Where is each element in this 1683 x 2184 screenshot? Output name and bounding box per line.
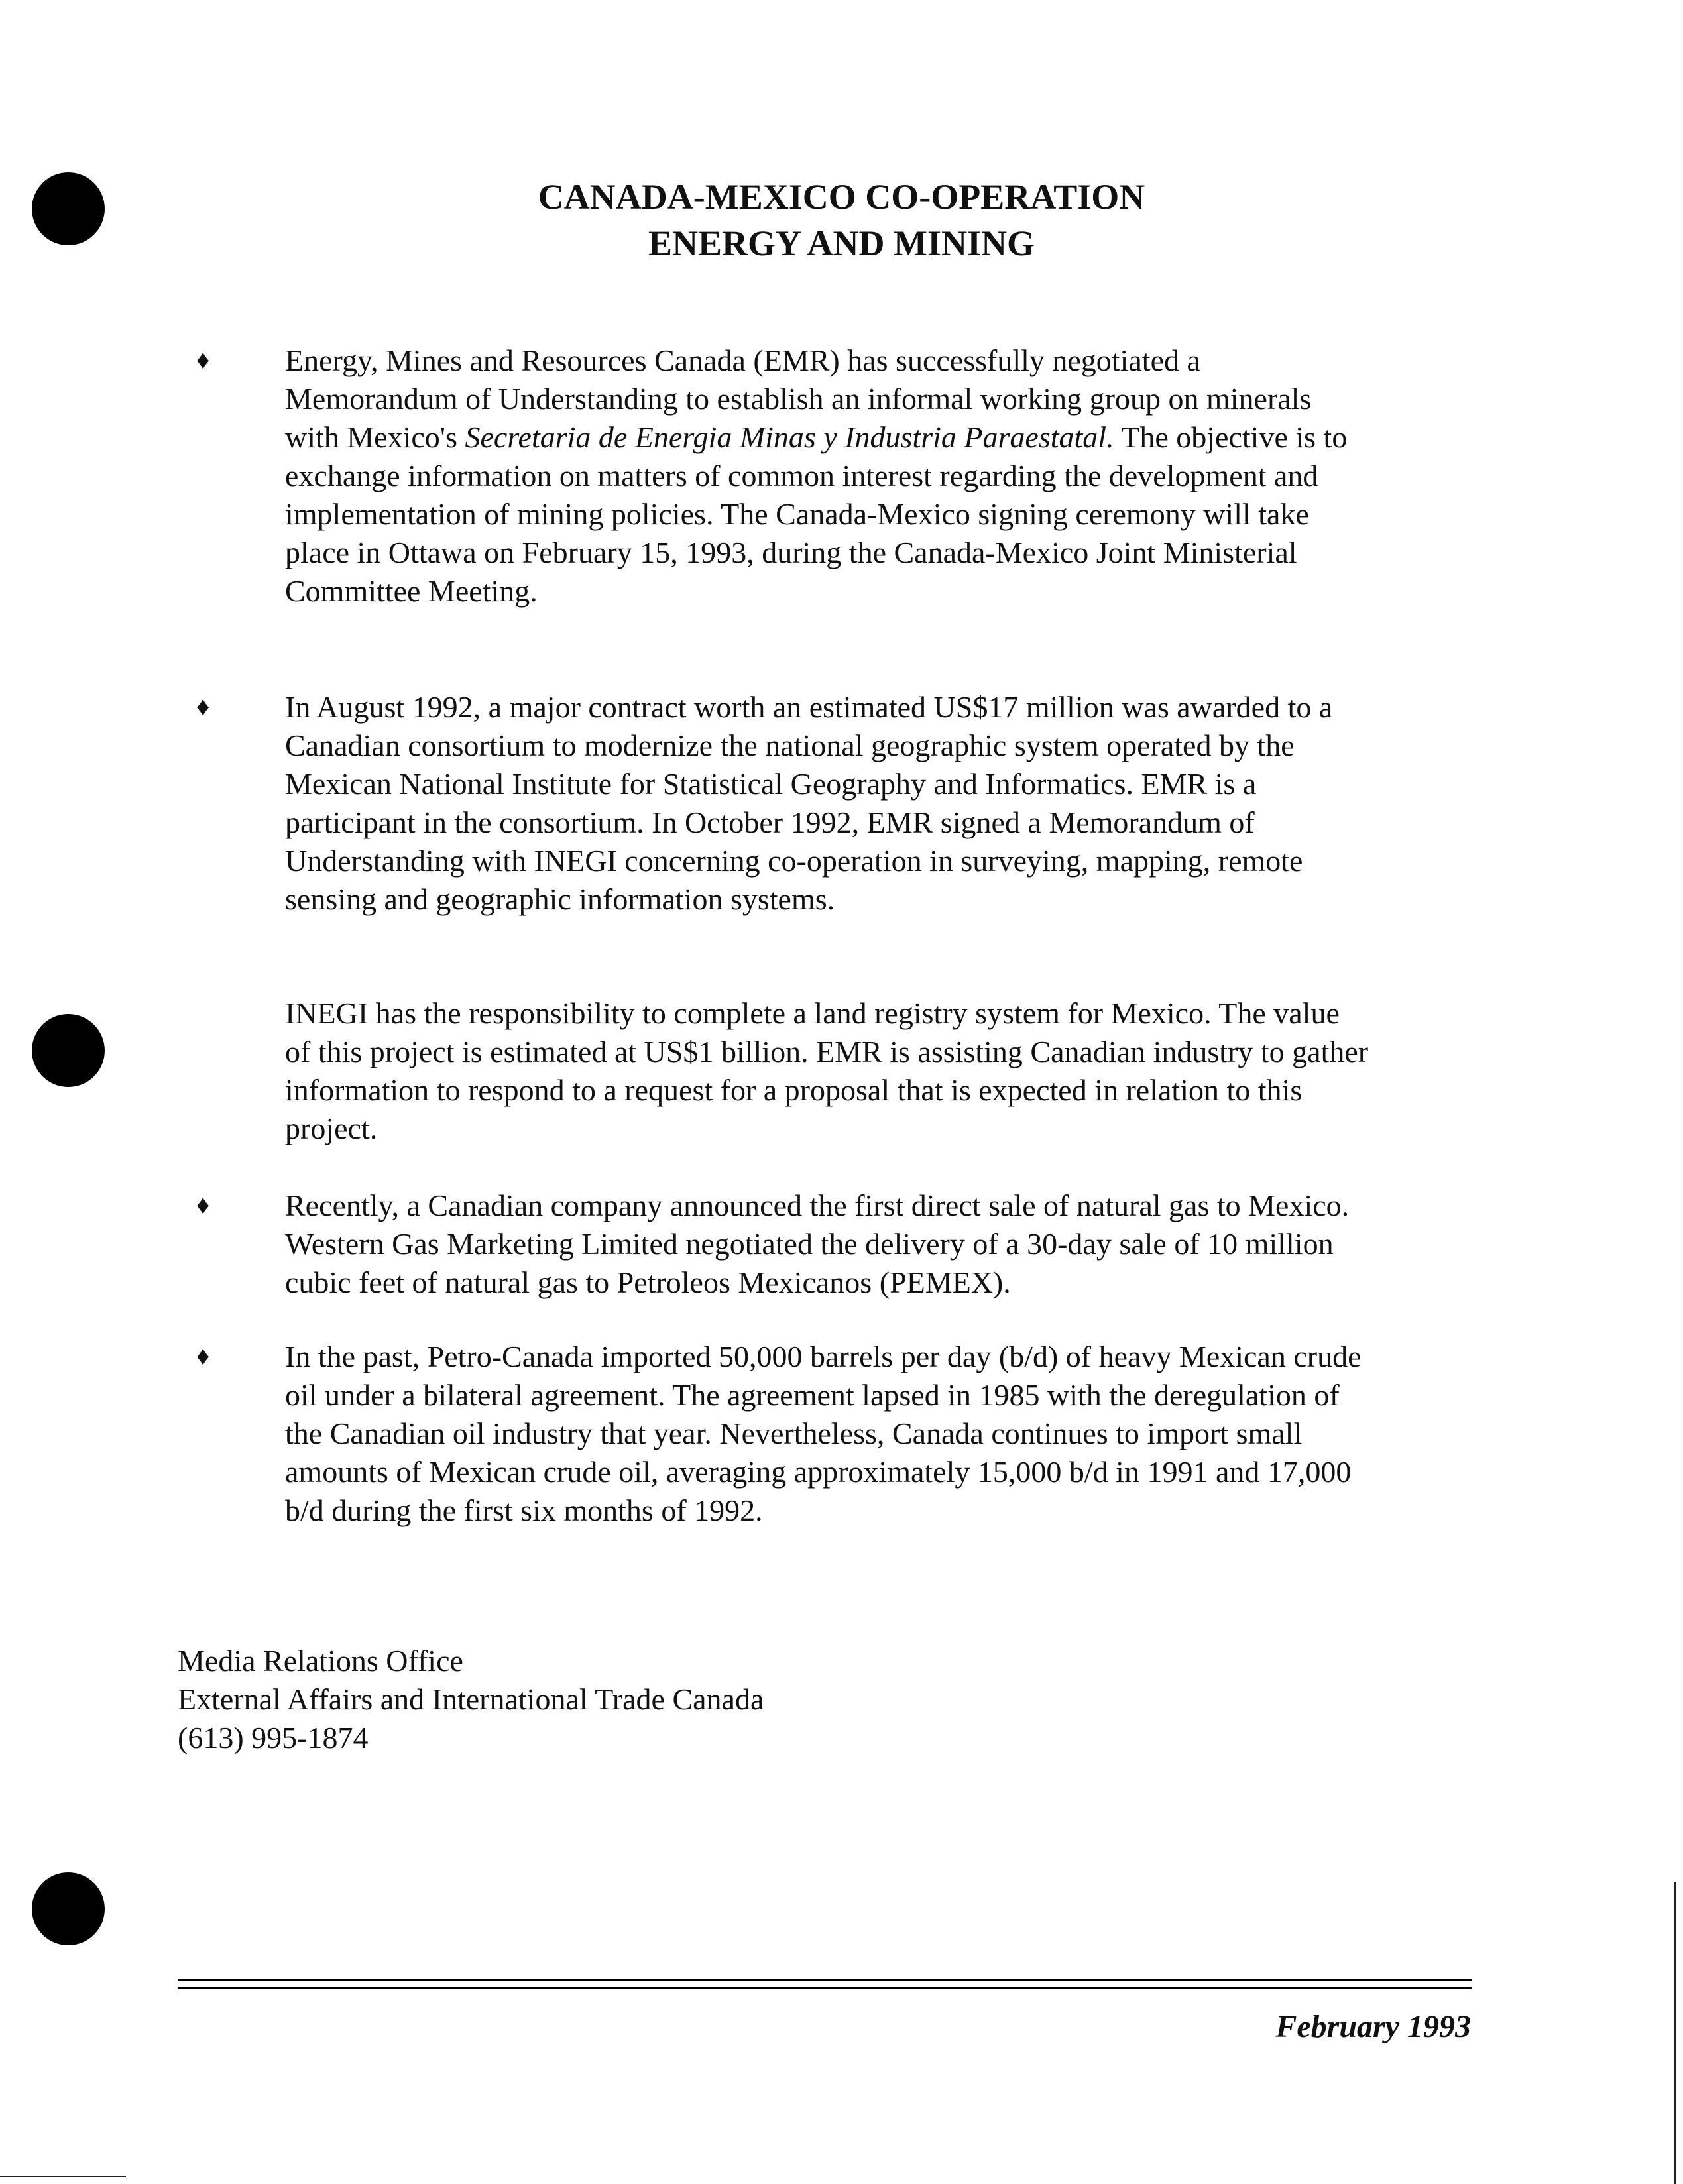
diamond-bullet-icon: ♦ bbox=[196, 691, 210, 721]
diamond-bullet-icon: ♦ bbox=[196, 1190, 210, 1220]
bullet-text: In August 1992, a major contract worth an estimated US$17 million was awarded to a Canadian consortium to modernize the national geographic system operated by the Mexican National Institute for Statistical Geography and Informatics. EMR is a participant in the consortium. In October 1992, EMR signed a Memorandum of Understanding with INEGI concerning co-operation in surveying, mapping, remote sensing and geographic information systems. bbox=[285, 690, 1333, 916]
diamond-bullet-icon: ♦ bbox=[196, 1341, 210, 1371]
title-line-1: CANADA-MEXICO CO-OPERATION bbox=[538, 177, 1145, 217]
footer-date: February 1993 bbox=[1275, 2009, 1471, 2044]
scan-edge-line bbox=[0, 2176, 126, 2177]
title-line-2: ENERGY AND MINING bbox=[648, 223, 1035, 263]
page-title bbox=[0, 174, 1683, 266]
punch-hole bbox=[32, 1014, 105, 1087]
scan-edge-line bbox=[1674, 1882, 1676, 2184]
paragraph-text: INEGI has the responsibility to complete a land registry system for Mexico. The value of this project is estimated at US$1 billion. EMR is assisting Canadian industry to gather information to respond to a request for a proposal that is expected in relation to this project. bbox=[285, 996, 1369, 1145]
footer-divider bbox=[178, 1987, 1472, 1989]
punch-hole bbox=[32, 1872, 105, 1945]
text-segment: Energy, Mines and Resources Canada (EMR) has successfully negotiated a Memorandum of Understanding to establish an informal working group on minerals with Mexico's bbox=[285, 343, 1312, 454]
contact-department: External Affairs and International Trade Canada bbox=[178, 1682, 764, 1716]
bullet-text: In the past, Petro-Canada imported 50,000 barrels per day (b/d) of heavy Mexican crude oil under a bilateral agreement. The agreement lapsed in 1985 with the deregulation of the Canadian oil industry that year. Nevertheless, Canada continues to import small amounts of Mexican crude oil, averaging approximately 15,000 b/d in 1991 and 17,000 b/d during the first six months of 1992. bbox=[285, 1340, 1362, 1527]
contact-office: Media Relations Office bbox=[178, 1644, 463, 1678]
bullet-text bbox=[285, 341, 1372, 610]
contact-phone: (613) 995-1874 bbox=[178, 1721, 369, 1754]
bullet-text: Recently, a Canadian company announced the first direct sale of natural gas to Mexico. Western Gas Marketing Limited negotiated the delivery of a 30-day sale of 10 million cubic feet of natural gas to Petroleos Mexicanos (PEMEX). bbox=[285, 1188, 1350, 1299]
diamond-bullet-icon: ♦ bbox=[196, 345, 210, 374]
footer-divider bbox=[178, 1979, 1472, 1981]
italic-agency-name: Secretaria de Energia Minas y Industria Paraestatal. bbox=[465, 420, 1114, 454]
contact-block bbox=[178, 1642, 764, 1757]
text-segment: The objective is to exchange information on matters of common interest regarding the development and implementation of mining policies. The Canada-Mexico signing ceremony will take place in Ottawa on February 15, 1993, during the Canada-Mexico Joint Ministerial Committee Meeting. bbox=[285, 420, 1348, 608]
